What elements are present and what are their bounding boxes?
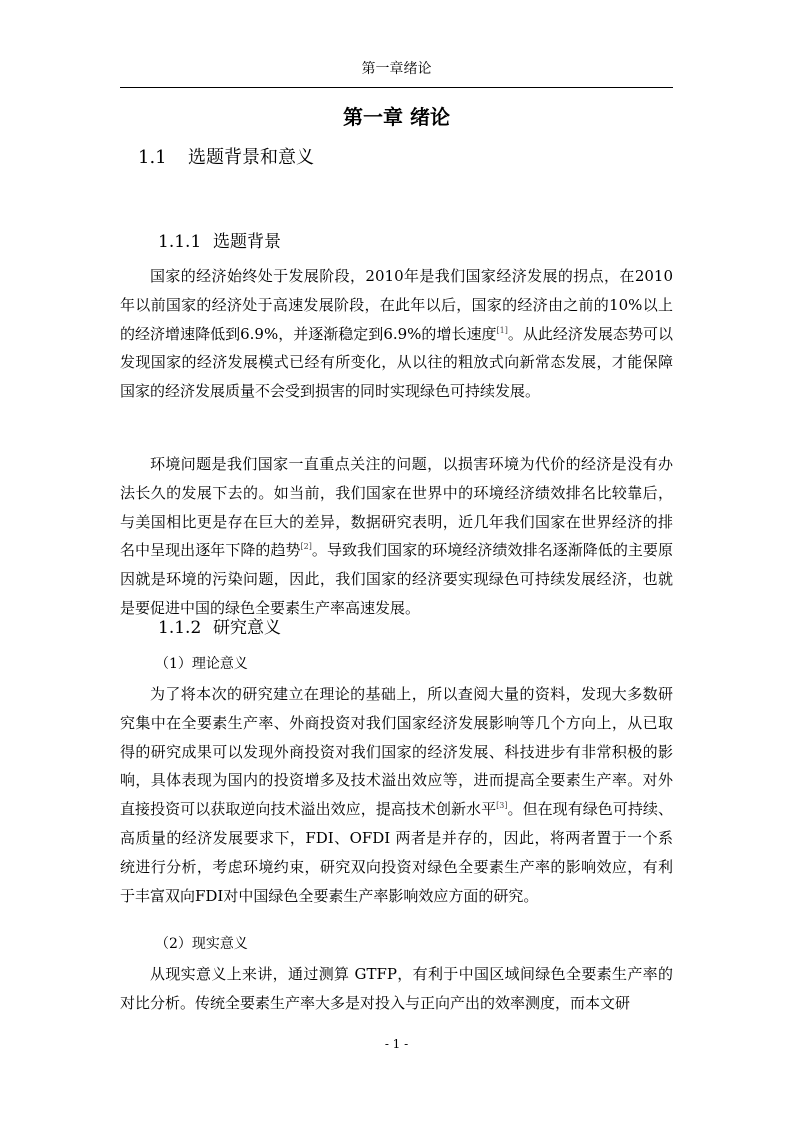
paragraph-background-1: 国家的经济始终处于发展阶段，2010年是我们国家经济发展的拐点，在2010年以前国家的经济处于高速发展阶段，在此年以后，国家的经济由之前的10%以上的经济增速降低到6.9%，并逐渐稳定到6.9%的增长速度[1]。从此经济发展态势可以发现国家的经济发展模式已经有所变化，从以往的粗放式向新常态发展，才能保障国家的经济发展质量不会受到损害的同时实现绿色可持续发展。 [120,267,673,401]
citation-ref: [3] [496,801,508,811]
chapter-title: 第一章 绪论 [343,105,450,129]
page-number: - 1 - [384,1037,409,1051]
section-heading-1-1 [138,146,314,170]
citation-ref: [2] [300,542,312,552]
section-heading-1-1-2 [158,616,281,640]
paragraph-practice: 从现实意义上来讲，通过测算 GTFP，有利于中国区域间绿色全要素生产率的对比分析。传统全要素生产率大多是对投入与正向产出的效率测度，而本文研 [120,965,673,1012]
section-number: 1.1.1 [158,232,202,252]
section-number: 1.1 [138,147,167,168]
running-header: 第一章绪论 [361,61,432,77]
theory-significance-label: （1）理论意义 [155,656,248,672]
paragraph-background-2: 环境问题是我们国家一直重点关注的问题，以损害环境为代价的经济是没有办法长久的发展下去的。如当前，我们国家在世界中的环境经济绩效排名比较靠后，与美国相比更是存在巨大的差异，数据研究表明，近几年我们国家在世界经济的排名中呈现出逐年下降的趋势[2]。导致我们国家的环境经济绩效排名逐渐降低的主要原因就是环境的污染问题，因此，我们国家的经济要实现绿色可持续发展经济，也就是要促进中国的绿色全要素生产率高速发展。 [120,455,673,617]
practical-significance-label: （2）现实意义 [155,936,248,952]
section-number: 1.1.2 [158,618,202,638]
section-title: 选题背景 [213,232,281,252]
paragraph-theory: 为了将本次的研究建立在理论的基础上，所以查阅大量的资料，发现大多数研究集中在全要素生产率、外商投资对我们国家经济发展影响等几个方向上，从已取得的研究成果可以发现外商投资对我们国家的经济发展、科技进步有非常积极的影响，具体表现为国内的投资增多及技术溢出效应等，进而提高全要素生产率。对外直接投资可以获取逆向技术溢出效应，提高技术创新水平[3]。但在现有绿色可持续、高质量的经济发展要求下，FDI、OFDI 两者是并存的，因此，将两者置于一个系统进行分析，考虑环境约束，研究双向投资对绿色全要素生产率的影响效应，有利于丰富双向FDI对中国绿色全要素生产率影响效应方面的研究。 [120,685,673,905]
section-heading-1-1-1 [158,230,281,254]
section-title: 选题背景和意义 [188,147,314,168]
header-rule [120,87,673,88]
section-title: 研究意义 [213,618,281,638]
citation-ref: [1] [496,325,508,335]
